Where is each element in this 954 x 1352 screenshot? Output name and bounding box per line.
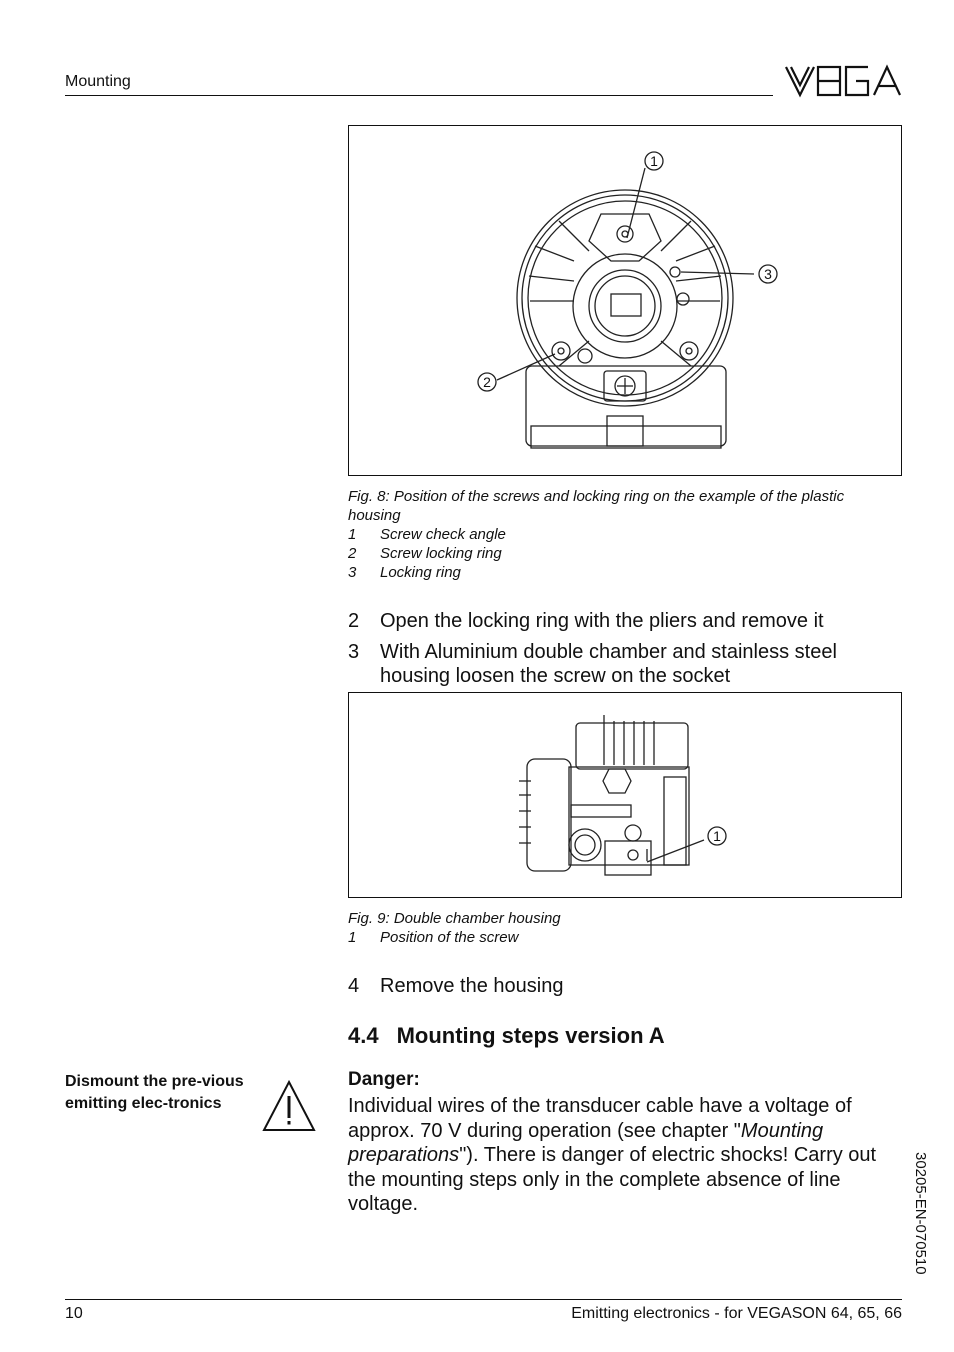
plastic-housing-drawing	[349, 126, 901, 475]
danger-label: Danger:	[348, 1069, 420, 1090]
page-number: 10	[65, 1305, 83, 1322]
step-item: 2 Open the locking ring with the pliers and remove it	[348, 610, 824, 632]
running-header: Mounting	[65, 73, 131, 90]
danger-text: Individual wires of the transducer cable have a voltage of approx. 70 V during operation (see chapter "Mounting preparations"). There is danger of electric shocks! Carry out the mounting steps only in the complete absence of line voltage.	[348, 1095, 877, 1215]
legend-item: 2 Screw locking ring	[348, 545, 502, 562]
warning-triangle-icon	[262, 1079, 316, 1133]
section-title: Mounting steps version A	[396, 1023, 665, 1048]
step-item: 3 With Aluminium double chamber and stainless steel housing loosen the screw on the socket	[348, 641, 837, 687]
legend-item: 1 Position of the screw	[348, 929, 519, 946]
footer-title: Emitting electronics - for VEGASON 64, 65, 66	[571, 1305, 902, 1322]
section-number: 4.4	[348, 1023, 379, 1048]
fig8-callout-3: 3	[764, 266, 772, 282]
legend-item: 1 Screw check angle	[348, 526, 506, 543]
figure-9-caption: Fig. 9: Double chamber housing	[348, 910, 561, 927]
section-heading	[348, 1023, 665, 1049]
margin-note: Dismount the pre-vious emitting elec-tronics	[65, 1073, 244, 1112]
footer-rule	[65, 1299, 902, 1300]
header-rule	[65, 95, 773, 96]
figure-8-box	[348, 125, 902, 476]
fig9-callout-1: 1	[713, 828, 721, 844]
double-chamber-housing-drawing	[349, 693, 901, 897]
svg-text:30205-EN-070510: 30205-EN-070510	[912, 1152, 929, 1275]
legend-item: 3 Locking ring	[348, 564, 461, 581]
step-item: 4 Remove the housing	[348, 975, 564, 997]
vega-logo	[784, 64, 902, 98]
figure-8-legend	[348, 525, 900, 582]
figure-9-legend	[348, 928, 900, 947]
document-id	[904, 1150, 940, 1305]
fig8-callout-1: 1	[650, 153, 658, 169]
fig8-callout-2: 2	[483, 374, 491, 390]
figure-9-box	[348, 692, 902, 898]
figure-8-caption: Fig. 8: Position of the screws and locking ring on the example of the plastic housing	[348, 488, 845, 524]
